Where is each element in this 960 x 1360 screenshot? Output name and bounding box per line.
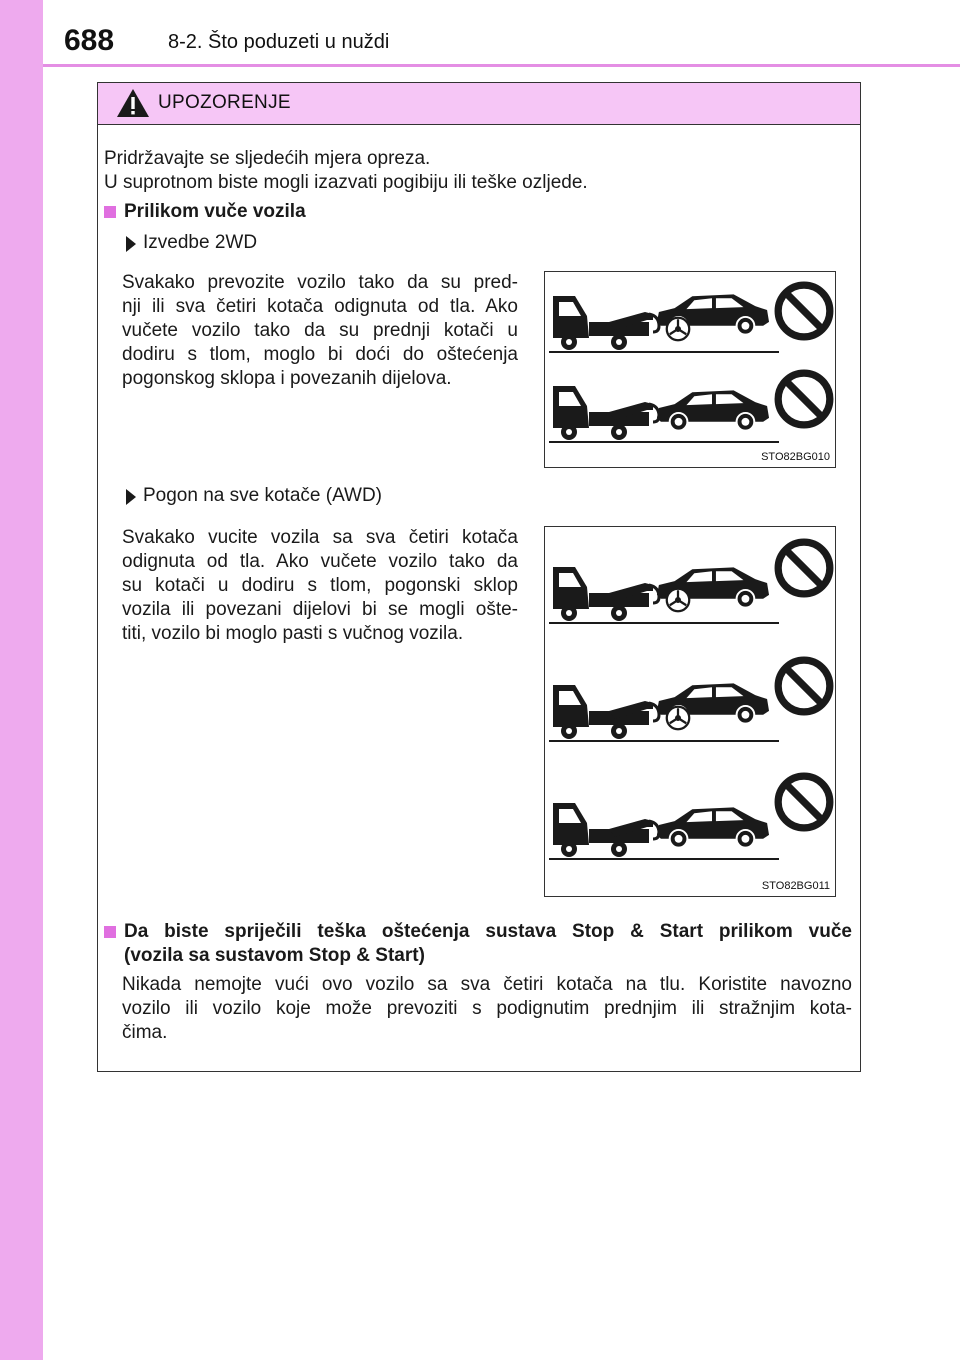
variant-2wd-text-line: pogonskog sklopa i povezanih dijelova. — [122, 368, 452, 389]
variant-awd-text-line: titi, vozilo bi moglo pasti s vučnog vozila. — [122, 623, 464, 644]
header-divider — [43, 64, 960, 67]
figure-code: STO82BG011 — [761, 880, 830, 892]
side-tab-strip — [0, 0, 43, 1360]
variant-2wd-label: Izvedbe 2WD — [143, 232, 258, 253]
variant-2wd-text-line: dodiru s tlom, moglo bi doći do oštećenja — [122, 344, 518, 365]
section1-heading: Prilikom vuče vozila — [124, 201, 306, 222]
warning-title: UPOZORENJE — [158, 92, 291, 113]
variant-awd-text-line: su kotači u dodiru s tlom, pogonski sklop — [122, 575, 518, 596]
tow-illustration — [545, 272, 835, 467]
section-title: 8-2. Što poduzeti u nuždi — [168, 31, 390, 53]
intro-line-1: Pridržavajte se sljedećih mjera opreza. — [104, 148, 431, 169]
variant-2wd-text-line: Svakako prevozite vozilo tako da su pred- — [122, 272, 518, 293]
variant-2wd-text-line: vučete vozilo tako da su prednji kotači u — [122, 320, 518, 341]
variant-arrow-icon — [126, 236, 136, 252]
warning-header — [98, 83, 860, 125]
warning-triangle-icon — [116, 88, 150, 118]
tow-illustration — [545, 527, 835, 896]
towing-figure-awd — [544, 526, 836, 897]
section-bullet-square — [104, 206, 116, 218]
section2-heading-line-1: Da biste spriječili teška oštećenja sustava Stop & Start prilikom vuče — [124, 921, 852, 942]
variant-arrow-icon — [126, 489, 136, 505]
page-number: 688 — [64, 24, 115, 57]
towing-figure-2wd — [544, 271, 836, 468]
intro-line-2: U suprotnom biste mogli izazvati pogibiju ili teške ozljede. — [104, 172, 588, 193]
section2-text-line: vozilo ili vozilo koje može prevoziti s podignutim prednjim ili stražnjim kota- — [122, 998, 852, 1019]
variant-2wd-text-line: nji ili sva četiri kotača odignuta od tla. Ako — [122, 296, 518, 317]
section2-text-line: čima. — [122, 1022, 168, 1043]
section-bullet-square — [104, 926, 116, 938]
variant-awd-text-line: vozila ili povezani dijelovi bi se mogli ošte- — [122, 599, 518, 620]
section2-text-line: Nikada nemojte vući ovo vozilo sa sva četiri kotača na tlu. Koristite navozno — [122, 974, 852, 995]
variant-awd-text-line: Svakako vucite vozila sa sva četiri kotača — [122, 527, 518, 548]
section2-heading-line-2: (vozila sa sustavom Stop & Start) — [124, 945, 425, 966]
variant-awd-text-line: odignuta od tla. Ako vučete vozilo tako da — [122, 551, 518, 572]
figure-code: STO82BG010 — [761, 451, 830, 463]
variant-awd-label: Pogon na sve kotače (AWD) — [143, 485, 383, 506]
